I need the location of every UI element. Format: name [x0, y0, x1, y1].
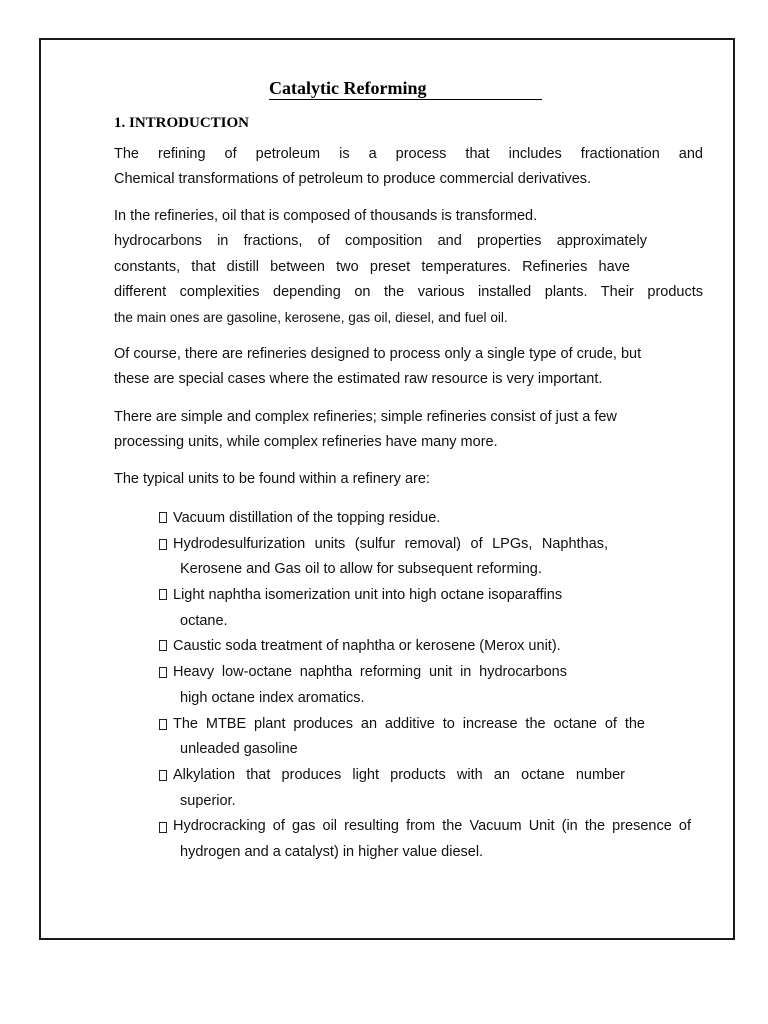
bullet-box-icon — [159, 640, 167, 651]
list-item — [159, 712, 692, 763]
document-title: Catalytic Reforming — [269, 78, 542, 100]
bullet-box-icon — [159, 589, 167, 600]
paragraph-5 — [114, 467, 703, 492]
bullet-box-icon — [159, 770, 167, 781]
section-heading: 1. INTRODUCTION — [114, 115, 250, 131]
list-item-text: superior. — [180, 792, 236, 809]
list-item-text: octane. — [180, 612, 228, 629]
list-item-text: Light naphtha isomerization unit into high octane isoparaffins — [173, 587, 563, 604]
list-item-text: Vacuum distillation of the topping residue. — [173, 510, 441, 526]
paragraph-line: different complexities depending on the various installed plants. Their products — [114, 283, 703, 300]
paragraph-3 — [114, 342, 703, 393]
list-item — [159, 634, 692, 660]
list-item-text: Alkylation that produces light products with an octane number — [173, 766, 625, 783]
bullet-box-icon — [159, 512, 167, 523]
list-item — [159, 506, 692, 532]
list-item-text: hydrogen and a catalyst) in higher value diesel. — [180, 843, 484, 860]
paragraph-line: There are simple and complex refineries; simple refineries consist of just a few — [114, 409, 617, 425]
list-item-text: The MTBE plant produces an additive to increase the octane of the — [173, 715, 645, 732]
list-item — [159, 763, 692, 814]
paragraph-line: hydrocarbons in fractions, of composition and properties approximately — [114, 233, 647, 250]
refinery-units-list — [159, 506, 692, 866]
list-item — [159, 814, 692, 865]
list-item-text: Kerosene and Gas oil to allow for subsequent reforming. — [180, 561, 542, 578]
paragraph-line: The typical units to be found within a refinery are: — [114, 471, 430, 487]
bullet-box-icon — [159, 719, 167, 730]
paragraph-line: processing units, while complex refineries have many more. — [114, 434, 498, 451]
paragraph-line: Of course, there are refineries designed to process only a single type of crude, but — [114, 346, 642, 362]
bullet-box-icon — [159, 822, 167, 833]
paragraph-4 — [114, 405, 703, 456]
paragraph-line: these are special cases where the estimated raw resource is very important. — [114, 371, 603, 388]
list-item — [159, 660, 692, 711]
paragraph-line: The refining of petroleum is a process that includes fractionation and — [114, 146, 703, 162]
list-item-text: Hydrodesulfurization units (sulfur removal) of LPGs, Naphthas, — [173, 535, 608, 552]
paragraph-line: constants, that distill between two preset temperatures. Refineries have — [114, 258, 630, 275]
list-item-text: Heavy low-octane naphtha reforming unit in hydrocarbons — [173, 664, 567, 681]
list-item-text: Hydrocracking of gas oil resulting from the Vacuum Unit (in the presence of — [173, 818, 691, 835]
paragraph-line: In the refineries, oil that is composed of thousands is transformed. — [114, 208, 538, 224]
paragraph-line: Chemical transformations of petroleum to produce commercial derivatives. — [114, 171, 592, 188]
bullet-box-icon — [159, 539, 167, 550]
list-item-text: Caustic soda treatment of naphtha or kerosene (Merox unit). — [173, 638, 561, 655]
list-item — [159, 532, 692, 583]
list-item-text: unleaded gasoline — [180, 741, 298, 758]
paragraph-line: the main ones are gasoline, kerosene, gas oil, diesel, and fuel oil. — [114, 310, 508, 326]
bullet-box-icon — [159, 667, 167, 678]
list-item-text: high octane index aromatics. — [180, 689, 365, 706]
paragraph-1 — [114, 142, 703, 193]
list-item — [159, 583, 692, 634]
paragraph-2 — [114, 204, 703, 330]
